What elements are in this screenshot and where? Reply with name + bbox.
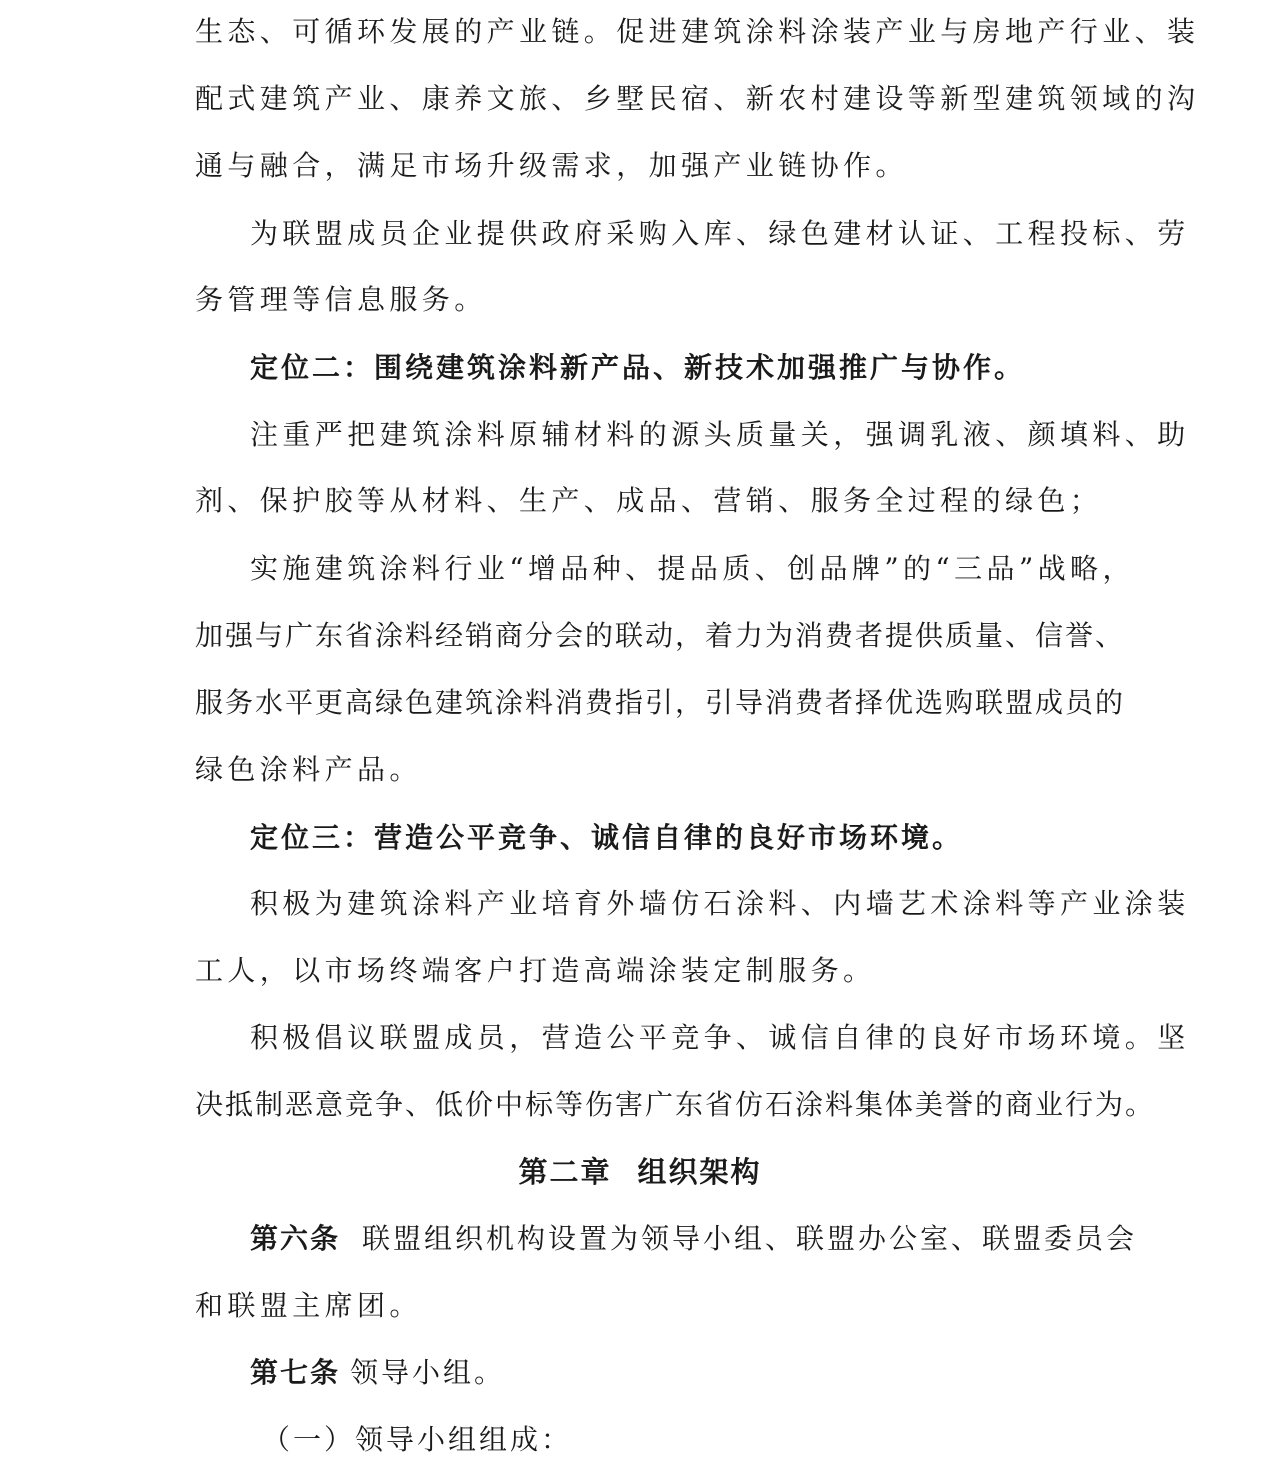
paragraph-line: 加强与广东省涂料经销商分会的联动，着力为消费者提供质量、信誉、 bbox=[195, 619, 1126, 652]
chapter-heading bbox=[0, 1152, 1280, 1192]
section-heading-positioning-3: 定位三：营造公平竞争、诚信自律的良好市场环境。 bbox=[250, 821, 964, 854]
article-7-text: 领导小组。 bbox=[350, 1356, 506, 1389]
paragraph-line: 配式建筑产业、康养文旅、乡墅民宿、新农村建设等新型建筑领域的沟 bbox=[195, 82, 1200, 115]
paragraph-line: 绿色涂料产品。 bbox=[195, 753, 422, 786]
paragraph-line: 决抵制恶意竞争、低价中标等伤害广东省仿石涂料集体美誉的商业行为。 bbox=[195, 1088, 1156, 1121]
paragraph-line: 工人，以市场终端客户打造高端涂装定制服务。 bbox=[195, 954, 876, 987]
paragraph-line: 务管理等信息服务。 bbox=[195, 283, 487, 316]
paragraph-line: 为联盟成员企业提供政府采购入库、绿色建材认证、工程投标、劳 bbox=[250, 217, 1190, 250]
paragraph-line: 积极倡议联盟成员，营造公平竞争、诚信自律的良好市场环境。坚 bbox=[250, 1021, 1190, 1054]
paragraph-line: 实施建筑涂料行业“增品种、提品质、创品牌”的“三品”战略， bbox=[250, 552, 1135, 585]
article-6-text: 联盟组织机构设置为领导小组、联盟办公室、联盟委员会 bbox=[362, 1222, 1138, 1255]
paragraph-line: 服务水平更高绿色建筑涂料消费指引，引导消费者择优选购联盟成员的 bbox=[195, 686, 1126, 719]
paragraph-line: 和联盟主席团。 bbox=[195, 1289, 422, 1322]
article-7 bbox=[250, 1353, 1130, 1393]
article-7-heading: 第七条 bbox=[250, 1356, 341, 1389]
list-item-1: （一）领导小组组成： bbox=[262, 1423, 573, 1456]
chapter-title: 组织架构 bbox=[637, 1155, 762, 1189]
paragraph-line: 剂、保护胶等从材料、生产、成品、营销、服务全过程的绿色； bbox=[195, 484, 1103, 517]
paragraph-line: 注重严把建筑涂料原辅材料的源头质量关，强调乳液、颜填料、助 bbox=[250, 418, 1190, 451]
chapter-number: 第二章 bbox=[518, 1155, 612, 1189]
paragraph-line: 生态、可循环发展的产业链。促进建筑涂料涂装产业与房地产行业、装 bbox=[195, 15, 1200, 48]
paragraph-line: 通与融合，满足市场升级需求，加强产业链协作。 bbox=[195, 149, 908, 182]
article-6-heading: 第六条 bbox=[250, 1222, 341, 1255]
article-6 bbox=[250, 1219, 1138, 1259]
paragraph-line: 积极为建筑涂料产业培育外墙仿石涂料、内墙艺术涂料等产业涂装 bbox=[250, 887, 1190, 920]
section-heading-positioning-2: 定位二：围绕建筑涂料新产品、新技术加强推广与协作。 bbox=[250, 351, 1026, 384]
